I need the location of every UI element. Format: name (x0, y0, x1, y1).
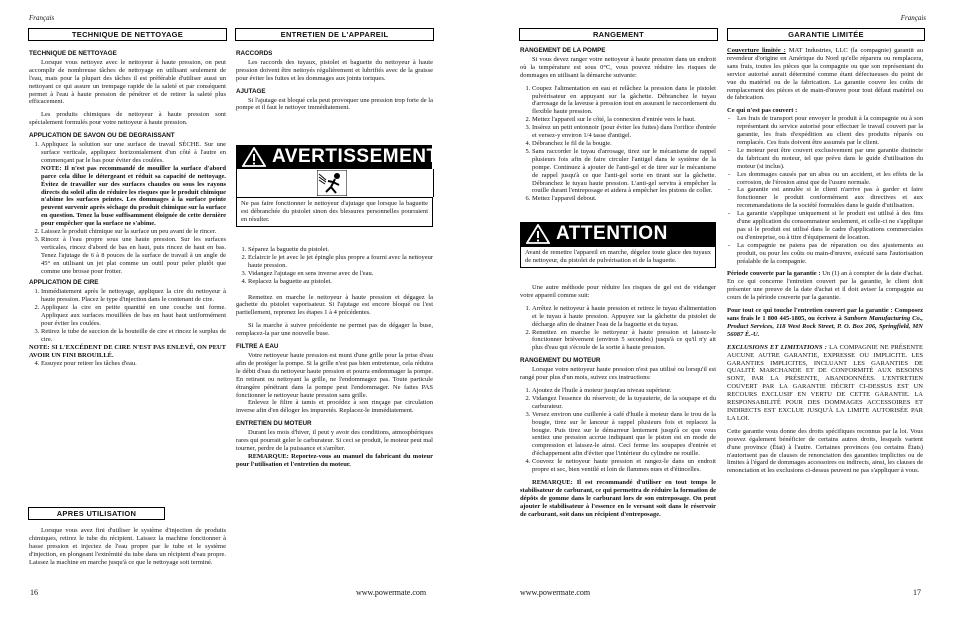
coverage-text: MAT Industries, LLC (la compagnie) garantit au revendeur d'origine en Amérique du Nord qu'elle réparera ou remplacera, sans frais, toutes les pièces que la compagnie ou que son représentant du service autorisé aurait déterminé comme étant défectueuses du point de vue du matériel ou de la fabrication. La garantie couvre les coûts de remplacement des pièces et de main-d'œuvre pour tout défaut matériel ou de fabrication. (727, 47, 924, 102)
list-item: 3. Retirez le tube de succion de la bouteille de cire et rincez le surplus de cire. (41, 328, 226, 344)
warning-banner (236, 145, 439, 169)
paragraph: Cette garantie vous donne des droits spécifiques reconnus par la loi. Vous pouvez également bénéficier de certains autres droits, lesquels varient d'une province (État) à l'autre. Certaines provinces (ou certains États) n'autorisent pas de clauses de renonciation des garanties implicites ou de limites à l'égard de dommages accessoires ou indirects, ainsi, les clauses de renonciation et les exclusions ci-dessus peuvent ne pas s'appliquer à vous. (727, 427, 923, 475)
column-maintenance (236, 50, 433, 117)
service-label: Pour tout ce qui touche l'entretien couvert par la garantie : (727, 307, 893, 315)
subheading-filtre: FILTRE A EAU (236, 343, 279, 351)
column-after-use (29, 527, 226, 572)
fuel-stabilizer-remark: REMARQUE: Il est recommandé d'utiliser en tout temps le stabilisateur de carburant, ce qui permettra de réduire la formation de dépôts de gomme dans le carburant lors de son entreposage. On peut ajouter le stabilisateur à l'essence en le versant soit dans le réservoir de carburant, soit dans un récipient d'entreposage. (520, 478, 716, 518)
list-item: 1. Appliquez la solution sur une surface de travail SÈCHE. Sur une surface verticale, appliquez horizontalement d'un côté à l'autre en commençant par le bas pour éviter des coulées. NOTE: Il n'est pas recommandé de mouiller la surface d'abord parce cela dilue le détergeant et réduit sa capacité de nettoyage. Évitez de travailler sur des surfaces chaudes ou sous les rayons directs du soleil afin de réduire les risques que le produit chimique n'abime les surfaces peintes. Les dommages à la surface peinte peuvent survenir après séchage du produit chimique sur la surface en question. Tenez la buse suffisamment éloignée de cette dernière pour empêcher que la surface ne s'abime. (41, 141, 226, 228)
coverage-label: Couverture limitée : (727, 47, 786, 54)
paragraph: Les produits chimiques de nettoyeur à haute pression sont spécialement formulés pour votre nettoyeur à haute pression. (29, 111, 226, 127)
spray-injury-icon (317, 170, 347, 196)
service-address: Sanborn Manufacturing Co., Product Services, 118 West Rock Street, P. O. Box 206, Springfield, MN 56087 É.-U. (727, 315, 924, 338)
list-item: 1. Coupez l'alimentation en eau et relâchez la pression dans le pistolet pulvérisateur en appuyant sur la gâchette. Débranchez le tuyau d'arrosage de la laveuse à pression tout en assurant le raccordement du flexible haute pression. (532, 85, 716, 117)
warning-triangle-icon (526, 224, 550, 244)
warning-label: AVERTISSEMENT (272, 146, 439, 167)
service-text: Composez sans frais le 1 800 445-1805, ou écrivez à (727, 307, 924, 322)
list-item: 1. Immédiatement après le nettoyage, appliquez la cire du nettoyeur à haute pression. Placez le type d'injection dans le contenant de cire. (41, 288, 226, 304)
list-item: - La garantie s'applique uniquement si le produit est utilisé à des fins d'une application du consommateur seulement, et celle-ci ne s'applique pas si le produit est utilisé dans le cadre d'applications commerciales ou d'entreprise, ou à titre d'équipement de location. (737, 210, 923, 242)
list-item: 2. Remettez en marche le nettoyeur à haute pression et laissez-le fonctionner brièvement (environ 5 secondes) jusqu'à ce qu'il n'y ait plus d'eau qui s'écoule de la sortie à haute pression. (532, 329, 716, 353)
paragraph: Si vous devez ranger votre nettoyeur à haute pression dans un endroit où la température est sous 0°C, vous pouvez réduire les risques de dommages en utilisant la démarche suivante: (520, 55, 716, 79)
warning-triangle-icon (242, 147, 266, 167)
paragraph: Si l'ajutage est bloqué cela peut provoquer une pression trop forte de la pompe et il faut le nettoyer immédiatement. (236, 96, 433, 112)
list-item: 2. Eclaircir le jet avec le jet épingle plus propre a fourni avec la nettoyeur haute pression. (248, 254, 433, 270)
column-storage-cont (520, 284, 716, 523)
list-item: 3. Insérez un petit entonnoir (pour éviter les fuites) dans l'orifice d'entrée et versez-y environ 1/4 tasse d'antigel. (532, 124, 716, 140)
column-cleaning (29, 50, 226, 372)
column-warranty (727, 47, 923, 480)
list-item: 6. Mettez l'appareil debout. (532, 195, 716, 203)
section-heading-entretien: ENTRETIEN DE L'APPAREIL (235, 28, 434, 41)
subheading-wax: APPLICATION DE CIRE (29, 279, 99, 287)
left-page-number: 16 (30, 588, 38, 597)
list-item: 2. Mettez l'appareil sur le côté, la connexion d'entrée vers le haut. (532, 116, 716, 124)
soap-note: NOTE: Il n'est pas recommandé de mouiller la surface d'abord parce cela dilue le détergeant et réduit sa capacité de nettoyage. Évitez de travailler sur des surfaces chaudes ou sous les rayons directs du soleil afin de réduire les risques que le produit chimique n'abime les surfaces peintes. Les dommages à la surface peinte peuvent survenir après séchage du produit chimique sur la surface en question. Tenez la buse suffisamment éloignée de cette dernière pour empêcher que la surface ne s'abime. (41, 164, 226, 228)
list-item: - Les frais de transport pour envoyer le produit à la compagnie ou à son représentant du service autorisé pour effectuer le travail couvert par la garantie, les frais d'expédition au client des produits réparés ou remplacés. Ces frais doivent être assumés par le client. (737, 115, 923, 147)
exclusions-label: EXCLUSIONS ET LIMITATIONS : (727, 343, 827, 351)
subheading-technique: TECHNIQUE DE NETTOYAGE (29, 50, 117, 57)
list-item: 2. Laissez le produit chimique sur la surface un peu avant de le rincer. (41, 228, 226, 236)
exclusions-text: LA COMPAGNIE NE PRÉSENTE AUCUNE AUTRE GARANTIE, EXPRESSE OU IMPLICITE. LES GARANTIES IMPLICITES, INCLUANT LES GARANTIES DE QUALITÉ MARCHANDE ET DE CONFORMITÉ AUX BESOINS SONT, PAR LA PRÉSENTE, ABANDONNÉES. L'ENTRETIEN COUVERT PAR LA GARANTIE DÉCRIT CI-DESSUS EST UN RECOURS EXCLUSIF EN VERTU DE CETTE GARANTIE. LA RESPONSABILITÉ POUR DES DOMMAGES ACCESSOIRES ET INDIRECTS EST EXCLUE JUSQU'À LA LIMITE AUTORISÉE PAR LA LOI. (727, 343, 923, 422)
list-item: 4. Essuyez pour retirer les tâches d'eau. (41, 360, 226, 368)
subheading-pump-storage: RANGEMENT DE LA POMPE (520, 47, 606, 54)
subheading-motor-storage: RANGEMENT DU MOTEUR (520, 357, 601, 365)
list-item: 3. Versez environ une cuillerée à café d'huile à moteur dans le trou de la bougie, tirez sur le lanceur à rappel plusieurs fois et replacez la bougie. Puis tirez sur le démarreur lentement jusqu'à ce que vous sentiez une pression accrue indiquant que le piston est en mode de compression et laissez-le ainsi. Ceci ferme les soupapes d'entrée et d'échappement afin d'éviter que l'intérieur du cylindre ne rouille. (532, 411, 716, 458)
right-footer-url: www.powermate.com (520, 588, 591, 597)
list-item: - La garantie est annulée si le client n'arrive pas à garder et faire fonctionner le produit conformément aux directives et aux recommandations de la société formulées dans le guide d'utilisation. (737, 186, 923, 210)
section-heading-apres: APRES UTILISATION (28, 507, 165, 520)
motor-remark: REMARQUE: Reportez-vous au manuel du fabricant du moteur pour l'utilisation et l'entretien du moteur. (236, 452, 433, 468)
subheading-moteur: ENTRETIEN DU MOTEUR (236, 420, 312, 428)
section-heading-garantie: GARANTIE LIMITÉE (727, 28, 925, 41)
list-item: 2. Appliquez la cire en petite quantité en une couche uni forme. Appliquez aux surfaces mouillées de bas en haut haut uniformément pour éviter les coulées. (41, 304, 226, 328)
list-item: 2. Vidangez l'essence du réservoir, de la tuyauterie, de la soupape et du carburateur. (532, 395, 716, 411)
paragraph: Enlevez le filtre à tamis et procédez à son rinçage par circulation inverse afin d'en déloger les impuretés. Replacez-le immédiatement. (236, 399, 433, 415)
attention-text-box: Avant de remettre l'appareil en marche, dégelez toute glace des tuyaux de nettoyeur, du pistolet de pulvérisation et de la baguette. (520, 246, 716, 268)
period-label: Période couverte par la garantie : (727, 270, 821, 278)
paragraph: Lorsque votre nettoyeur haute pression n'est pas utilisé ou lorsqu'il est rangé pour plus d'un mois, suivez ces instructions: (520, 366, 716, 382)
list-item: - Les dommages causés par un abus ou un accident, et les effets de la corrosion, de l'érosion ainsi que de l'usure normale. (737, 171, 923, 187)
list-item: 3. Rincez à l'eau propre sous une haute pression. Sur les surfaces verticales, rincez d'abord de bas en haut, puis rincez de haut en bas. Tenez l'ajutage de 6 à 8 pouces de la surface de travail à un angle de 45° en utilisant un jet plat comme un outil pour peler plutôt que comme une brosse pour frotter. (41, 236, 226, 276)
subheading-ajutage: AJUTAGE (236, 87, 266, 95)
paragraph: Durant les mois d'hiver, il peut y avoir des conditions, atmosphériques rares qui pourrait geler le carburateur. Si ceci se produit, le moteur peut mal tourner, perdre de la puissance et s'arrêter. (236, 429, 433, 452)
paragraph: Les raccords des tuyaux, pistolet et baguette du nettoyeur à haute pression doivent être nettoyés régulièrement et lubrifiés avec de la graisse pour éviter les fuites et les dommages aux joints toriques. (236, 58, 433, 82)
right-page-number: 17 (913, 588, 921, 597)
list-item: 5. Sans raccorder le tuyau d'arrosage, tirez sur le mécanisme de rappel plusieurs fois afin de faire circuler l'antigel dans le système de la pompe. Continuez à ajouter de l'anti-gel et de tirer sur le mécanisme de rappel jusqu'à ce que l'anti-gel sorte en tirant sur la gâchette. Débranchez le tuyau haute pression. L'anti-gel servira à empêcher la rouille durant l'entreposage et aidera à empêcher les pistons de coller. (532, 148, 716, 195)
left-language-tag: Français (29, 14, 55, 22)
paragraph: Lorsque vous nettoyez avec le nettoyeur à haute pression, on peut accomplir de nombreuse tâches de nettoyage en utilisant seulement de l'eau, mais pour la plupart des tâches il est préférable d'utiliser aussi un nettoyant ce qui assure un trempage rapide de la saleté et par conséquent permet à l'eau à haute pression de pénétrer et de retirer la saleté plus efficacement. (29, 58, 226, 106)
paragraph: Votre nettoyeur haute pression est muni d'une grille pour la prise d'eau afin de protéger la pompe. Si la grille n'est pas bien entretenue, cela réduira le débit d'eau du nettoyeur haute pression et pourra endommager la pompe. En retirant ou nettoyant la grille, ne l'endommagez pas. Toute particule étrangère pénétrant dans la pompe peut l'endommager. Ne faites PAS fonctionner le nettoyeur haute pression sans grille. (236, 351, 433, 399)
attention-banner (520, 222, 716, 246)
list-item: 1. Arrêtez le nettoyeur à haute pression et retirez le tuyau d'alimentation et le tuyau à haute pression. Appuyez sur la gâchette du pistolet de décharge afin de drainer l'eau de la baguette et du tuyau. (532, 305, 716, 329)
paragraph: Remettez en marche le nettoyeur à haute pression et dégagez la gachette du pistolet vaporisateur. Si l'ajutage est encore bloqué ou l'est partiellement, reprenez les étapes 1 à 4 précédentes. (236, 293, 433, 317)
list-item: 4. Couvrez le nettoyeur haute pression et rangez-le dans un endroit propre et sec, bien ventilé et loin de flammes nues et d'étincelles. (532, 458, 716, 474)
list-item: 1. Séparez la baguette du pistolet. (248, 246, 433, 254)
period-text: Un (1) an à compter de la date d'achat. En ce qui concerne l'entretien couvert par la garantie, le client doit présenter une preuve de la date d'achat et il doit aviser la compagnie au cours de la période couverte par la garantie. (727, 270, 924, 302)
paragraph: Si la marche à suivre précédente ne permet pas de dégager la buse, remplacez-la par une nouvelle buse. (236, 322, 433, 338)
warning-text-box: Ne pas faire fonctionner le nettoyeur d'ajutage que lorsque la baguette est débranchée du pistolet sinon des blessures personnelles pourraient en résulter. (236, 197, 433, 227)
list-item: 1. Ajoutez de l'huile à moteur jusqu'au niveau supérieur. (532, 387, 716, 395)
column-storage (520, 47, 716, 208)
paragraph: Lorsque vous avez fini d'utiliser le système d'injection de produits chimiques, retirez le tube du récipient. Laissez la machine fonctionner à basse pression et injectez de l'eau propre par le tube et le système d'injection, en plongeant l'extrémité du tube dans un récipient d'eau propre. Laissez la machine en marche jusqu'à ce que le nettoyage soit terminé. (29, 527, 226, 566)
list-item: - La compagnie ne paiera pas de réparation ou des ajustements au produit, ou pour les coûts ou main-d'œuvre, exécuté sans l'autorisation préalable de la compagnie. (737, 242, 923, 266)
not-covered-label: Ce qui n'est pas couvert : (727, 107, 798, 115)
list-item: 4. Débranchez le fil de la bougie. (532, 140, 716, 148)
section-heading-nettoyage: TECHNIQUE DE NETTOYAGE (28, 28, 227, 41)
list-item: 3. Vidangez l'ajutage en sens inverse avec de l'eau. (248, 270, 433, 278)
attention-label: ATTENTION (556, 223, 668, 244)
right-language-tag: Français (900, 14, 926, 22)
warning-pictogram-area (236, 169, 434, 197)
list-item: 4. Replacez la baguette au pistolet. (248, 278, 433, 286)
subheading-soap: APPLICATION DE SAVON OU DE DEGRAISSANT (29, 132, 175, 140)
subheading-raccords: RACCORDS (236, 50, 273, 57)
column-nozzle-steps (236, 246, 433, 474)
list-item: - Le moteur peut être couvert exclusivement par une garantie distincte du fabricant du moteur, tel que prévu dans le guide d'utilisation du moteur (si inclus). (737, 147, 923, 171)
wax-note: NOTE: SI L'EXCÉDENT DE CIRE N'EST PAS ENLEVÉ, ON PEUT AVOIR UN FINI BROUILLÉ. (29, 343, 226, 359)
paragraph: Une autre méthode pour réduire les risques de gel est de vidanger votre appareil comme suit: (520, 284, 716, 299)
section-heading-rangement: RANGEMENT (519, 28, 718, 41)
left-footer-url: www.powermate.com (356, 588, 427, 597)
